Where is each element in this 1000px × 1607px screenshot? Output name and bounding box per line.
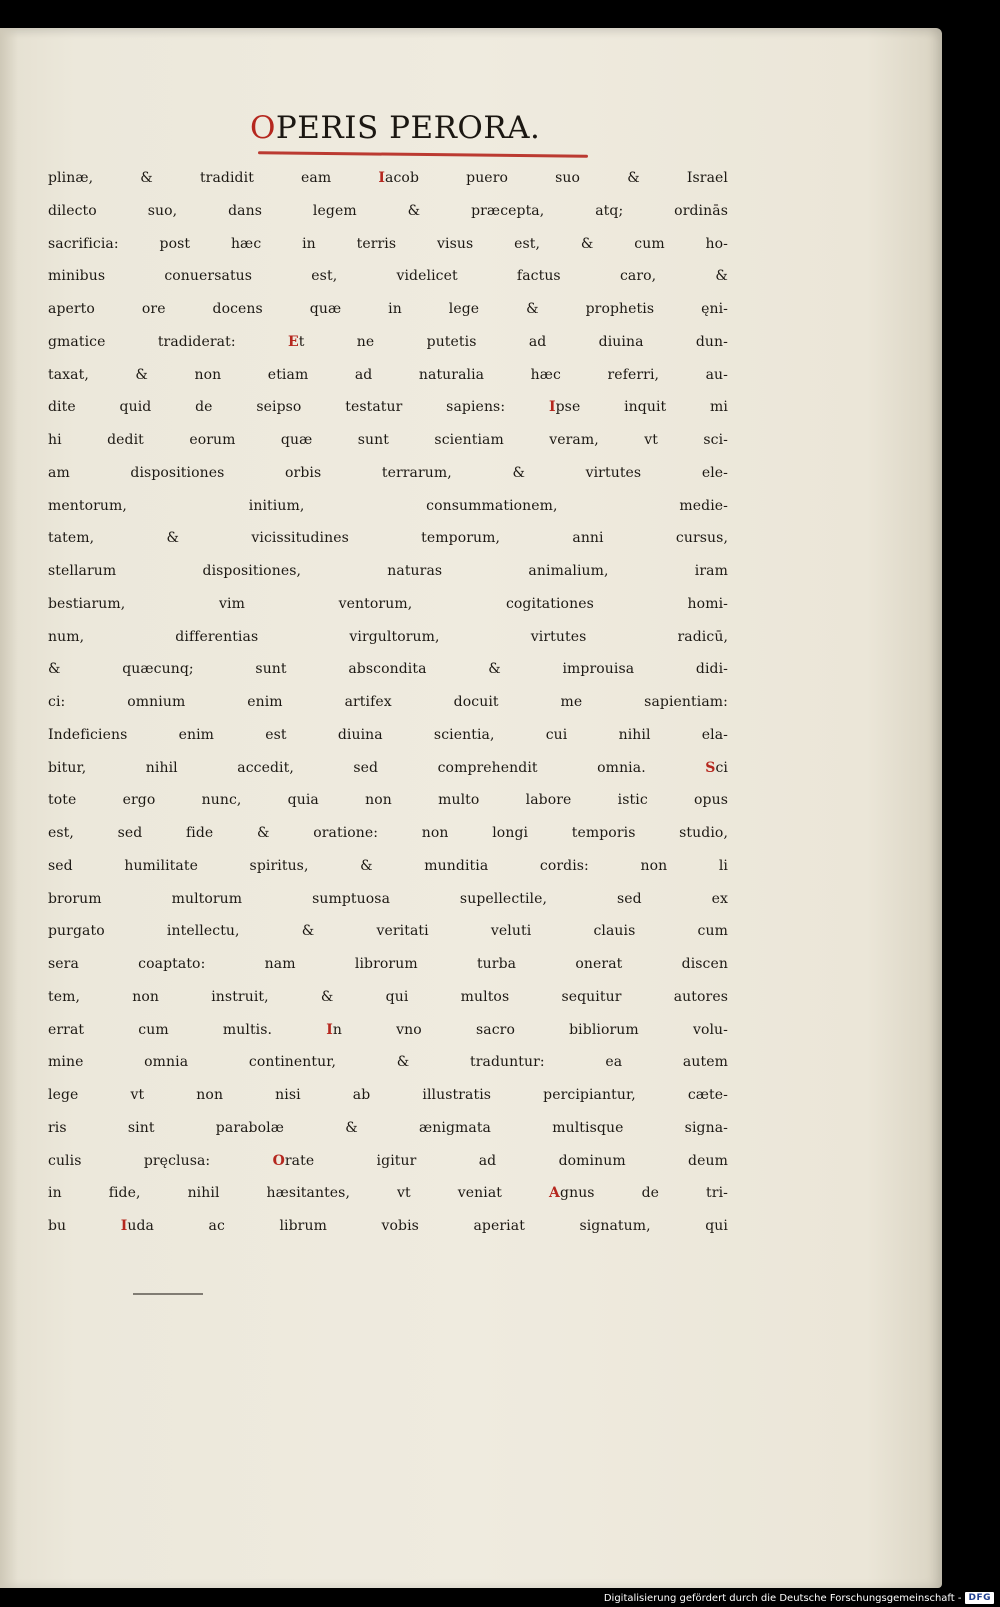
line-text: gmatice tradiderat: bbox=[48, 333, 288, 350]
line-text: dite quid de seipso testatur sapiens: bbox=[48, 399, 549, 416]
text-line bbox=[48, 981, 728, 1014]
rubricated-initial: E bbox=[287, 333, 299, 350]
line-text: tatem, & vicissitudines temporum, anni cursus, bbox=[48, 530, 728, 547]
text-line bbox=[48, 1210, 728, 1243]
text-line bbox=[48, 588, 728, 621]
text-line bbox=[48, 752, 728, 785]
line-text: dilecto suo, dans legem & præcepta, atq; ordinās bbox=[48, 202, 728, 219]
text-line bbox=[48, 1046, 728, 1079]
text-line bbox=[48, 883, 728, 916]
line-text: sacrificia: post hæc in terris visus est, & cum ho- bbox=[48, 235, 728, 252]
line-text: rate igitur ad dominum deum bbox=[284, 1152, 728, 1169]
text-block bbox=[48, 162, 728, 1243]
text-line bbox=[48, 948, 728, 981]
text-line bbox=[48, 915, 728, 948]
text-line bbox=[48, 686, 728, 719]
line-text: am dispositiones orbis terrarum, & virtutes ele- bbox=[48, 464, 728, 481]
text-line bbox=[48, 293, 728, 326]
text-line bbox=[48, 1145, 728, 1178]
text-line bbox=[48, 359, 728, 392]
rubricated-initial: O bbox=[272, 1152, 285, 1169]
text-line bbox=[48, 1177, 728, 1210]
text-line bbox=[48, 1112, 728, 1145]
text-line bbox=[48, 326, 728, 359]
line-text: purgato intellectu, & veritati veluti clauis cum bbox=[48, 923, 728, 940]
line-text: est, sed fide & oratione: non longi temporis studio, bbox=[48, 825, 728, 841]
text-line bbox=[48, 162, 728, 195]
page-binding-shadow bbox=[0, 28, 18, 1588]
text-line bbox=[48, 1014, 728, 1047]
line-text: mine omnia continentur, & traduntur: ea autem bbox=[48, 1054, 728, 1071]
line-text: plinæ, & tradidit eam bbox=[48, 170, 379, 186]
text-line bbox=[48, 555, 728, 588]
text-line bbox=[48, 784, 728, 817]
text-line bbox=[48, 621, 728, 654]
line-text: ris sint parabolæ & ænigmata multisque signa- bbox=[48, 1119, 728, 1136]
running-head-initial: O bbox=[250, 110, 276, 146]
text-line bbox=[48, 424, 728, 457]
line-text: brorum multorum sumptuosa supellectile, sed ex bbox=[48, 890, 728, 907]
line-text: bu bbox=[48, 1218, 121, 1234]
line-text: ci: omnium enim artifex docuit me sapientiam: bbox=[48, 694, 728, 710]
text-line bbox=[48, 490, 728, 523]
line-text: lege vt non nisi ab illustratis percipiantur, cæte- bbox=[48, 1087, 728, 1103]
line-text: stellarum dispositiones, naturas animalium, iram bbox=[48, 563, 728, 579]
text-line bbox=[48, 817, 728, 850]
rubricated-initial: S bbox=[705, 759, 716, 776]
line-text: bitur, nihil accedit, sed comprehendit omnia. bbox=[48, 759, 706, 776]
line-text: mentorum, initium, consummationem, medie- bbox=[48, 497, 728, 514]
text-line bbox=[48, 260, 728, 293]
page-mark bbox=[133, 1293, 203, 1295]
line-text: acob puero suo & Israel bbox=[385, 170, 728, 186]
line-text: ci bbox=[715, 759, 728, 776]
line-text: sera coaptato: nam librorum turba onerat discen bbox=[48, 956, 728, 972]
text-line bbox=[48, 522, 728, 555]
rubricated-initial: I bbox=[548, 399, 556, 416]
line-text: hi dedit eorum quæ sunt scientiam veram, vt sci- bbox=[48, 432, 728, 448]
line-text: tote ergo nunc, quia non multo labore istic opus bbox=[48, 792, 728, 809]
line-text: n vno sacro bibliorum volu- bbox=[332, 1021, 729, 1038]
running-head bbox=[250, 110, 540, 146]
line-text: num, differentias virgultorum, virtutes radicū, bbox=[48, 628, 728, 645]
rubricated-initial: I bbox=[120, 1218, 128, 1234]
text-line bbox=[48, 195, 728, 228]
line-text: aperto ore docens quæ in lege & prophetis ęni- bbox=[48, 301, 728, 317]
line-text: t ne putetis ad diuina dun- bbox=[298, 333, 728, 350]
text-line bbox=[48, 391, 728, 424]
line-text: minibus conuersatus est, videlicet factus caro, & bbox=[48, 268, 728, 285]
line-text: culis pręclusa: bbox=[48, 1152, 273, 1169]
running-head-text: PERIS PERORA. bbox=[275, 110, 541, 146]
line-text: pse inquit mi bbox=[555, 399, 728, 416]
line-text: & quæcunq; sunt abscondita & improuisa didi- bbox=[48, 661, 728, 678]
line-text: tem, non instruit, & qui multos sequitur autores bbox=[48, 988, 728, 1005]
line-text: bestiarum, vim ventorum, cogitationes homi- bbox=[48, 595, 728, 612]
line-text: in fide, nihil hæsitantes, vt veniat bbox=[48, 1185, 550, 1202]
dfg-logo: DFG bbox=[965, 1592, 994, 1604]
text-line bbox=[48, 1079, 728, 1112]
rubricated-initial: I bbox=[378, 170, 386, 186]
text-line bbox=[48, 850, 728, 883]
rubricated-initial: I bbox=[326, 1021, 333, 1038]
line-text: uda ac librum vobis aperiat signatum, qui bbox=[127, 1218, 728, 1234]
funding-note: Digitalisierung gefördert durch die Deutsche Forschungsgemeinschaft - bbox=[603, 1592, 962, 1604]
text-line bbox=[48, 457, 728, 490]
line-text: errat cum multis. bbox=[48, 1021, 327, 1038]
text-line bbox=[48, 719, 728, 752]
rubricated-initial: A bbox=[549, 1185, 561, 1202]
text-line bbox=[48, 653, 728, 686]
line-text: sed humilitate spiritus, & munditia cordis: non li bbox=[48, 857, 728, 874]
line-text: gnus de tri- bbox=[560, 1185, 728, 1202]
line-text: taxat, & non etiam ad naturalia hæc referri, au- bbox=[48, 366, 728, 383]
line-text: Indeficiens enim est diuina scientia, cui nihil ela- bbox=[48, 726, 728, 743]
text-line bbox=[48, 228, 728, 261]
footer bbox=[604, 1592, 994, 1604]
